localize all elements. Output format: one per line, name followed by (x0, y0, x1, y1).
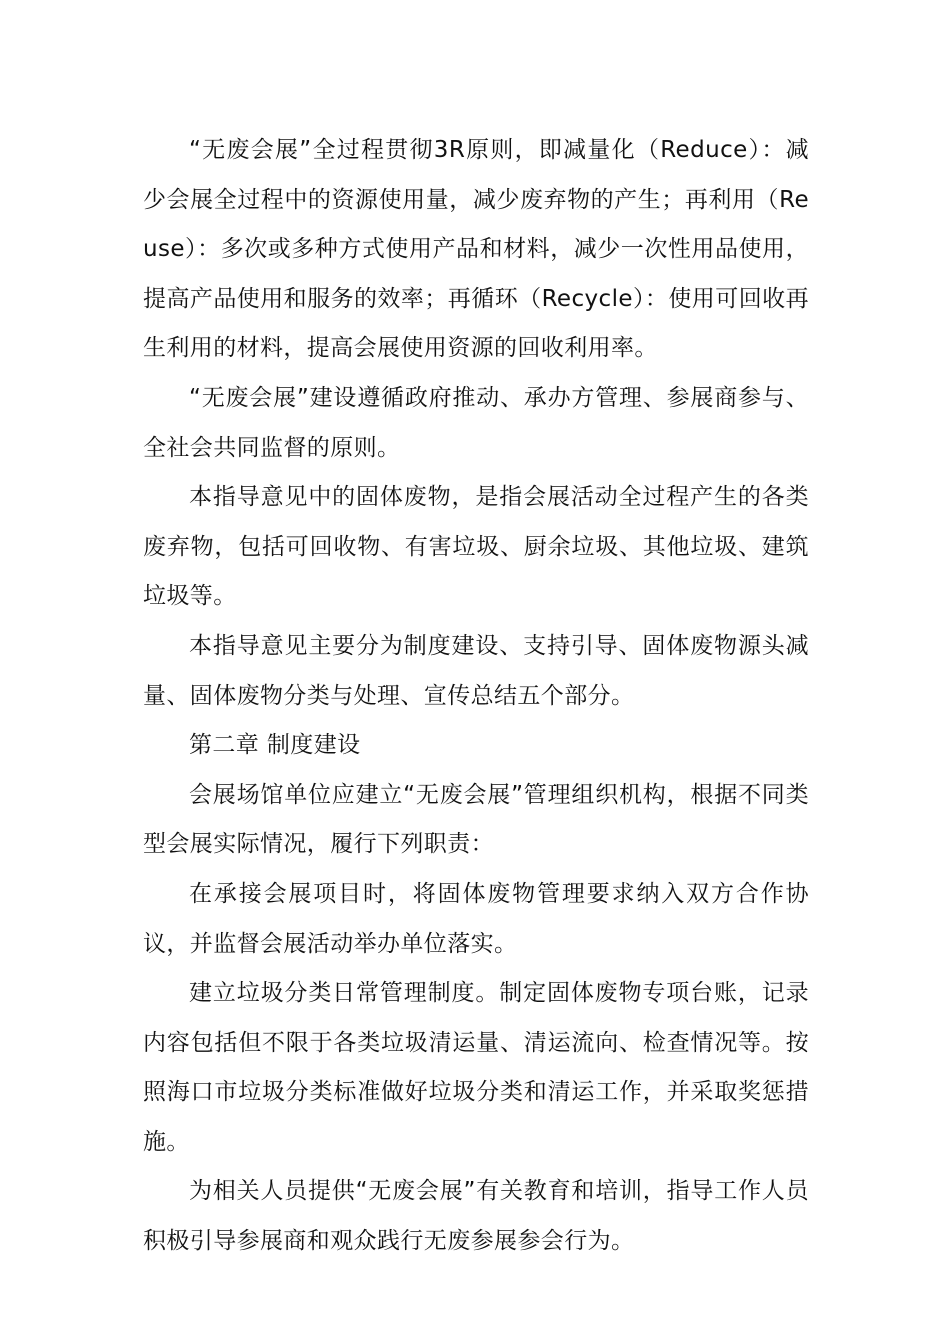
paragraph-structure-overview: 本指导意见主要分为制度建设、支持引导、固体废物源头减量、固体废物分类与处理、宣传总结五个部分。 (143, 632, 809, 709)
paragraph-3r-principle: “无废会展”全过程贯彻3R原则，即减量化（Reduce）：减少会展全过程中的资源使用量，减少废弃物的产生；再利用（Reuse）：多次或多种方式使用产品和材料，减少一次性用品使用，提高产品使用和服务的效率；再循环（Recycle）：使用可回收再生利用的材料，提高会展使用资源的回收利用率。 (143, 137, 809, 362)
document-body (143, 126, 809, 1267)
paragraph-construction-principle: “无废会展”建设遵循政府推动、承办方管理、参展商参与、全社会共同监督的原则。 (143, 384, 809, 461)
paragraph-duty-training: 为相关人员提供“无废会展”有关教育和培训，指导工作人员积极引导参展商和观众践行无废参展参会行为。 (143, 1178, 809, 1255)
paragraph-solid-waste-definition: 本指导意见中的固体废物，是指会展活动全过程产生的各类废弃物，包括可回收物、有害垃圾、厨余垃圾、其他垃圾、建筑垃圾等。 (143, 484, 809, 610)
paragraph-duty-agreement: 在承接会展项目时，将固体废物管理要求纳入双方合作协议，并监督会展活动举办单位落实。 (143, 880, 809, 957)
paragraph-duty-classification: 建立垃圾分类日常管理制度。制定固体废物专项台账，记录内容包括但不限于各类垃圾清运量、清运流向、检查情况等。按照海口市垃圾分类标准做好垃圾分类和清运工作，并采取奖惩措施。 (143, 980, 809, 1155)
paragraph-venue-duties: 会展场馆单位应建立“无废会展”管理组织机构，根据不同类型会展实际情况，履行下列职责： (143, 781, 809, 858)
chapter-heading: 第二章 制度建设 (189, 732, 361, 759)
